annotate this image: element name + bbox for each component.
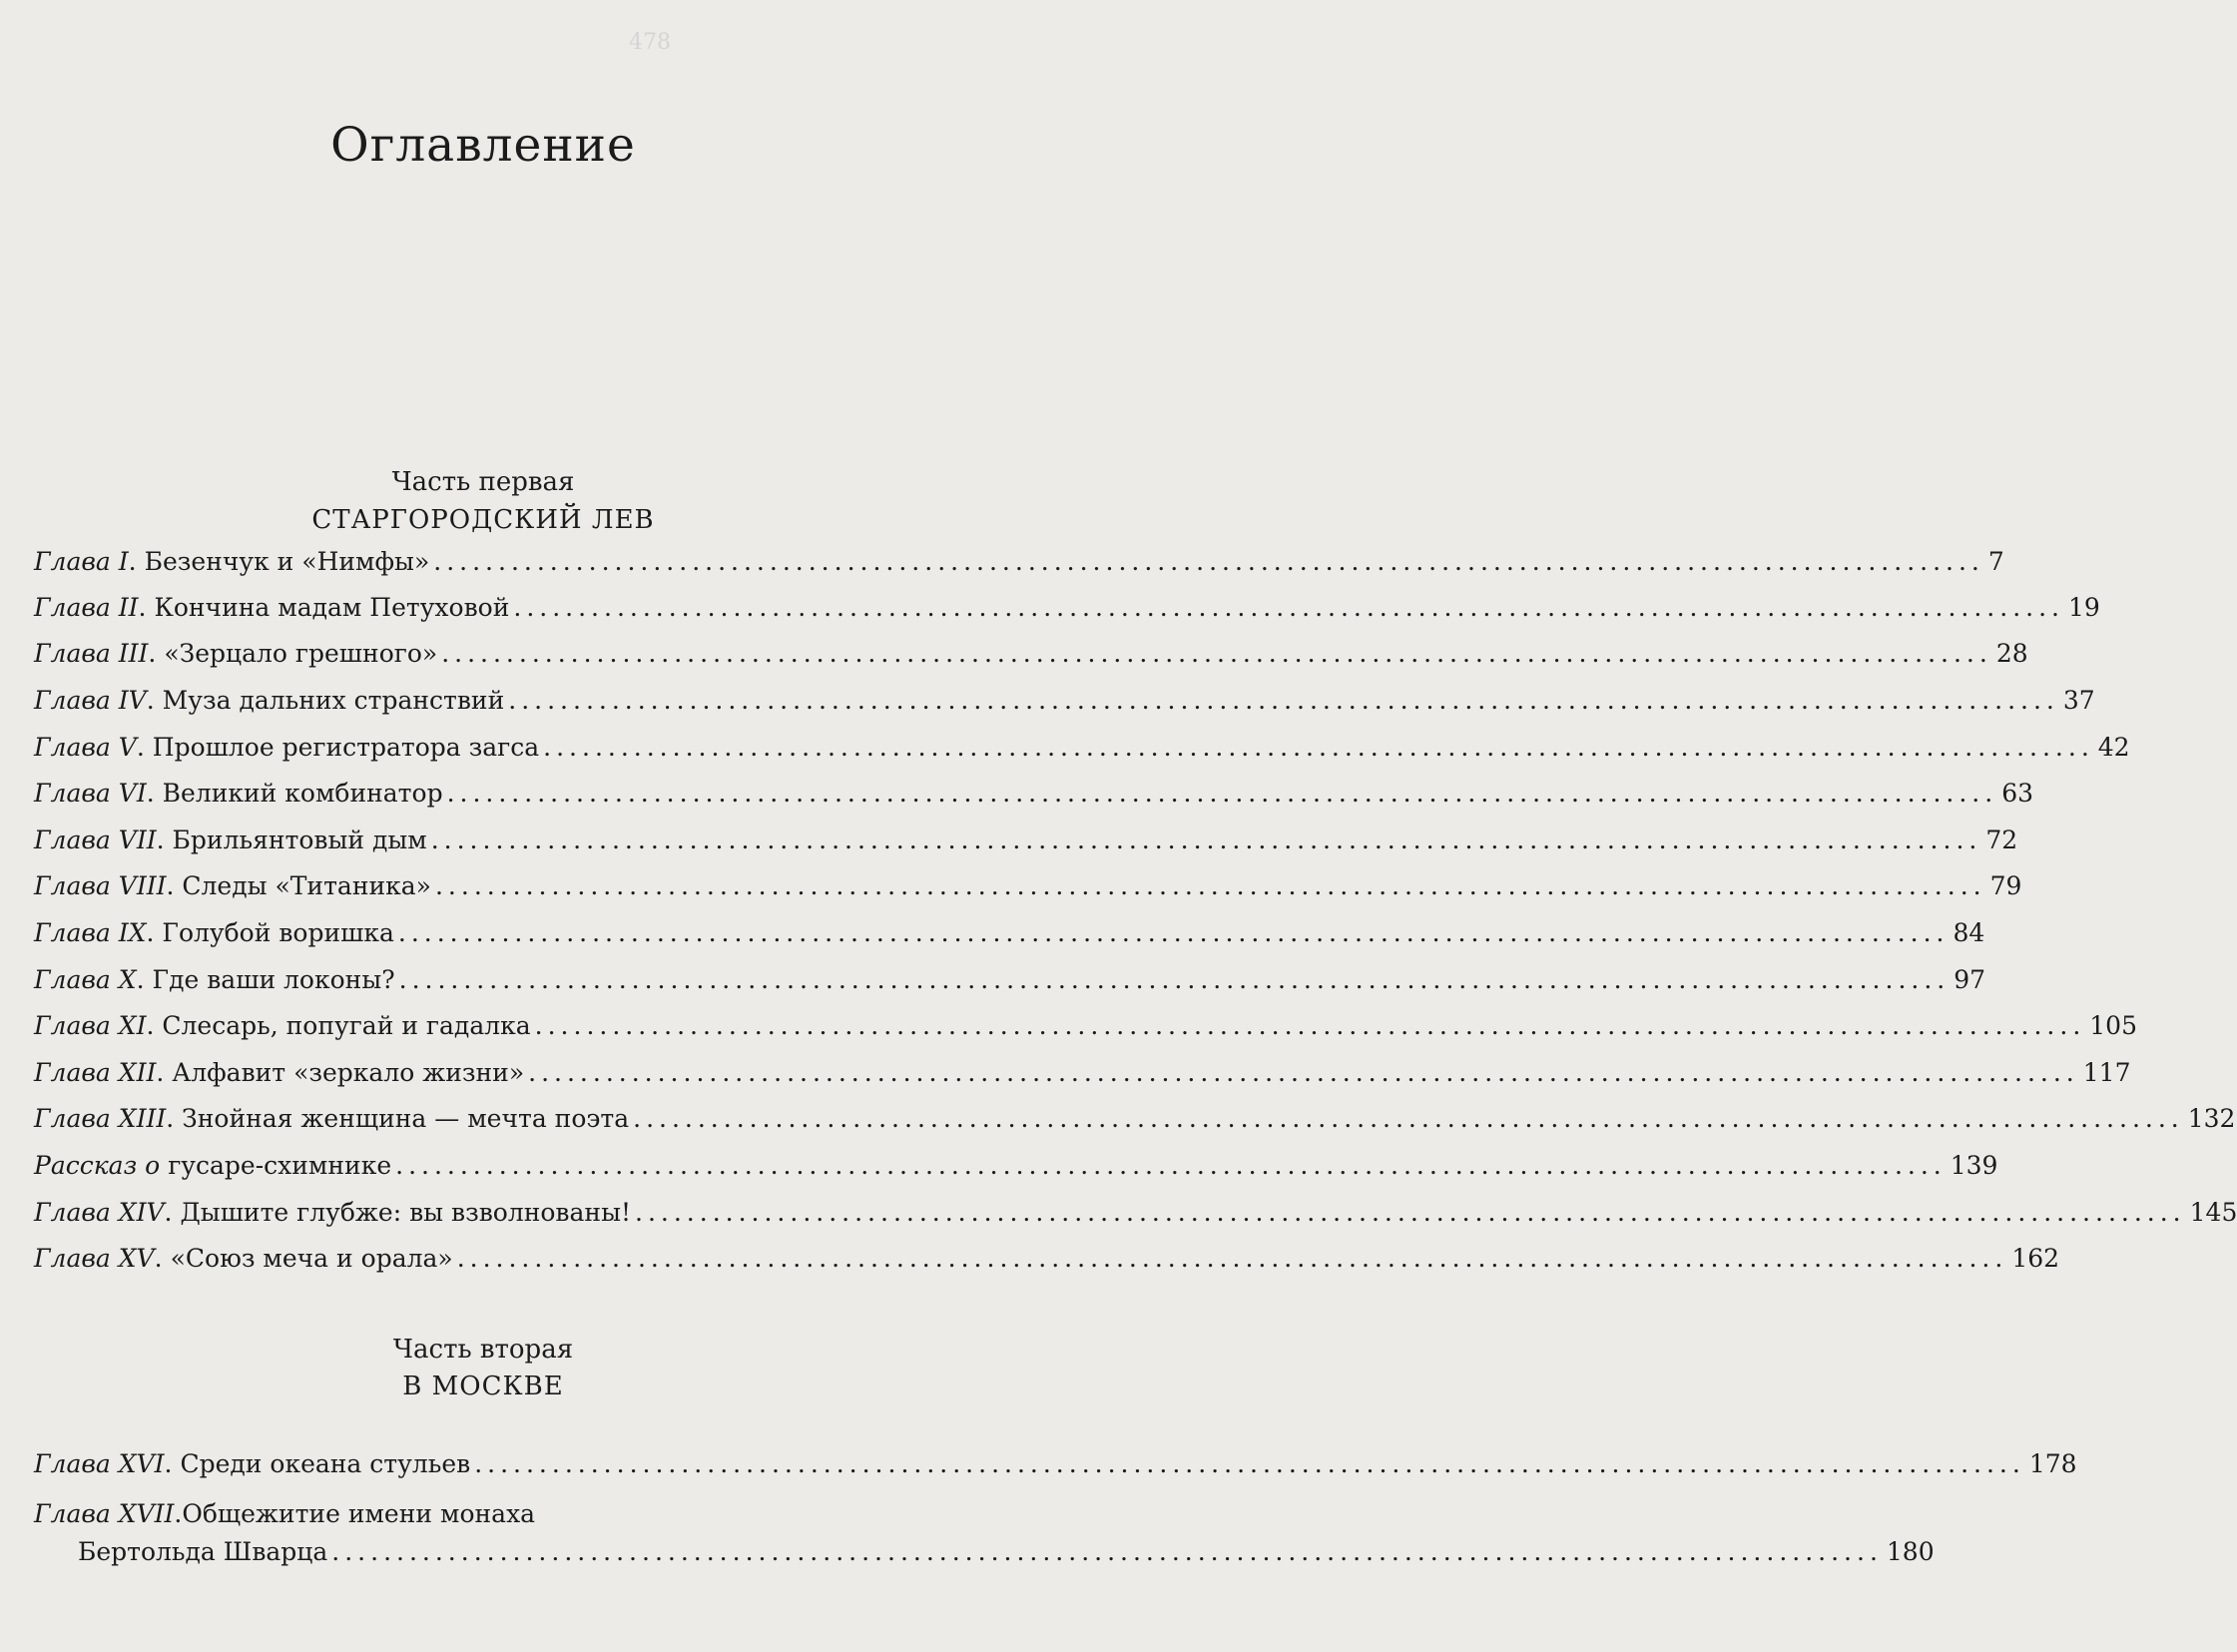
entry-label: Глава V (34, 733, 137, 762)
entry-sep: . (164, 1449, 173, 1478)
toc-entry[interactable] (34, 1449, 2077, 1489)
entry-title: Муза дальних странствий (162, 686, 505, 715)
entry-label: Глава VI (34, 779, 147, 808)
entry-label: Глава XVI (34, 1449, 165, 1478)
toc-entry-continuation[interactable] (78, 1537, 1935, 1577)
entry-sep: . (128, 547, 137, 576)
toc-entry-wrapped[interactable] (34, 1499, 535, 1528)
toc-entry[interactable] (34, 1198, 2237, 1238)
entry-sep: . (146, 779, 155, 808)
entry-sep: . (146, 686, 155, 715)
part-two-name: В МОСКВЕ (402, 1372, 564, 1401)
leader-dots: ........................................................................................................................ (446, 779, 1998, 808)
entry-title: Дышите глубже: вы взволнованы! (180, 1198, 632, 1227)
entry-sep: . (138, 593, 147, 622)
entry-label: Глава XVII (34, 1499, 175, 1528)
leader-dots: ........................................................................................................................ (528, 1058, 2079, 1087)
entry-title: Следы «Титаника» (182, 871, 431, 900)
entry-label: Глава VIII (34, 871, 167, 900)
entry-label: Глава XII (34, 1058, 157, 1087)
toc-entry[interactable] (34, 918, 1985, 958)
leader-dots: ........................................................................................................................ (456, 1244, 2008, 1273)
entry-sep: . (156, 1058, 165, 1087)
entry-page: 79 (1989, 871, 2022, 900)
entry-title: «Союз меча и орала» (170, 1244, 453, 1273)
entry-title: «Зерцало грешного» (164, 639, 438, 668)
leader-dots: ........................................................................................................................ (395, 1151, 1947, 1180)
entry-label: Глава VII (34, 826, 157, 854)
toc-entry[interactable] (34, 826, 2018, 865)
leader-dots: ........................................................................................................................ (430, 826, 1982, 854)
leader-dots: ........................................................................................................................ (543, 733, 2094, 762)
entry-page: 37 (2062, 686, 2095, 715)
part-one-label: Часть первая (391, 467, 575, 497)
entry-sep: . (136, 733, 145, 762)
entry-title: Кончина мадам Петуховой (154, 593, 510, 622)
entry-sep: . (146, 1011, 155, 1040)
entry-label: Глава X (34, 965, 137, 994)
toc-entry[interactable] (34, 871, 2022, 911)
leader-dots: ........................................................................................................................ (633, 1104, 2184, 1133)
leader-dots: ........................................................................................................................ (433, 547, 1984, 576)
entry-page: 19 (2068, 593, 2100, 622)
toc-entry[interactable] (34, 639, 2028, 679)
entry-title-line2: Бертольда Шварца (78, 1537, 328, 1566)
entry-label: Рассказ о (34, 1151, 161, 1180)
toc-entry[interactable] (34, 1151, 1998, 1191)
show-through-text: 478 (629, 30, 671, 55)
entry-title-line1: Общежитие имени монаха (182, 1499, 536, 1528)
toc-entry[interactable] (34, 1058, 2131, 1098)
leader-dots: ........................................................................................................................ (441, 639, 1992, 668)
toc-entry[interactable] (34, 965, 1986, 1005)
part-two-label: Часть вторая (392, 1335, 574, 1365)
entry-title: Прошлое регистратора загса (152, 733, 540, 762)
entry-title: Слесарь, попугай и гадалка (162, 1011, 531, 1040)
entry-label: Глава II (34, 593, 139, 622)
entry-sep: . (154, 1244, 163, 1273)
entry-label: Глава IV (34, 686, 147, 715)
entry-sep: . (156, 826, 165, 854)
entry-title: Брильянтовый дым (172, 826, 427, 854)
leader-dots: ........................................................................................................................ (635, 1198, 2186, 1227)
entry-sep: . (146, 918, 155, 947)
entry-page: 132 (2187, 1104, 2236, 1133)
entry-page: 105 (2089, 1011, 2137, 1040)
entry-label: Глава III (34, 639, 149, 668)
entry-title: гусаре-схимнике (168, 1151, 392, 1180)
entry-sep: . (166, 1104, 175, 1133)
entry-label: Глава XV (34, 1244, 155, 1273)
entry-label: Глава XIV (34, 1198, 165, 1227)
entry-label: Глава XI (34, 1011, 147, 1040)
entry-page: 145 (2189, 1198, 2237, 1227)
entry-sep: . (136, 965, 145, 994)
entry-sep: . (166, 871, 175, 900)
entry-label: Глава XIII (34, 1104, 167, 1133)
entry-page: 117 (2082, 1058, 2131, 1087)
toc-entry[interactable] (34, 547, 2004, 587)
entry-sep: . (174, 1499, 183, 1528)
toc-entry[interactable] (34, 1244, 2060, 1284)
entry-title: Безенчук и «Нимфы» (144, 547, 430, 576)
entry-page: 42 (2097, 733, 2130, 762)
page-title: Оглавление (330, 118, 636, 173)
toc-entry[interactable] (34, 1104, 2236, 1144)
leader-dots: ........................................................................................................................ (398, 965, 1951, 994)
entry-title: Голубой воришка (162, 918, 394, 947)
entry-page: 63 (2001, 779, 2034, 808)
entry-page: 180 (1886, 1537, 1935, 1566)
toc-entry[interactable] (34, 1011, 2137, 1051)
entry-page: 72 (1985, 826, 2018, 854)
toc-entry[interactable] (34, 593, 2100, 633)
entry-page: 178 (2028, 1449, 2077, 1478)
entry-page: 7 (1987, 547, 2004, 576)
entry-title: Великий комбинатор (162, 779, 443, 808)
entry-title: Знойная женщина — мечта поэта (182, 1104, 630, 1133)
leader-dots: ........................................................................................................................ (534, 1011, 2086, 1040)
entry-page: 84 (1953, 918, 1985, 947)
entry-label: Глава I (34, 547, 129, 576)
entry-page: 162 (2011, 1244, 2060, 1273)
part-one-name: СТАРГОРОДСКИЙ ЛЕВ (311, 505, 655, 535)
entry-label: Глава IX (34, 918, 147, 947)
leader-dots: ........................................................................................................................ (513, 593, 2064, 622)
entry-title: Алфавит «зеркало жизни» (172, 1058, 525, 1087)
entry-page: 28 (1995, 639, 2028, 668)
leader-dots: ........................................................................................................................ (434, 871, 1986, 900)
toc-entry[interactable] (34, 779, 2034, 819)
entry-title: Среди океана стульев (180, 1449, 471, 1478)
entry-title: Где ваши локоны? (152, 965, 395, 994)
leader-dots: ........................................................................................................................ (508, 686, 2059, 715)
entry-page: 139 (1950, 1151, 1998, 1180)
leader-dots: ........................................................................................................................ (397, 918, 1950, 947)
entry-sep: . (148, 639, 157, 668)
toc-entry[interactable] (34, 686, 2095, 726)
leader-dots: ........................................................................................................................ (474, 1449, 2025, 1478)
entry-sep: . (164, 1198, 173, 1227)
toc-entry[interactable] (34, 733, 2130, 773)
leader-dots: ........................................................................................................................ (331, 1537, 1883, 1566)
entry-page: 97 (1954, 965, 1986, 994)
